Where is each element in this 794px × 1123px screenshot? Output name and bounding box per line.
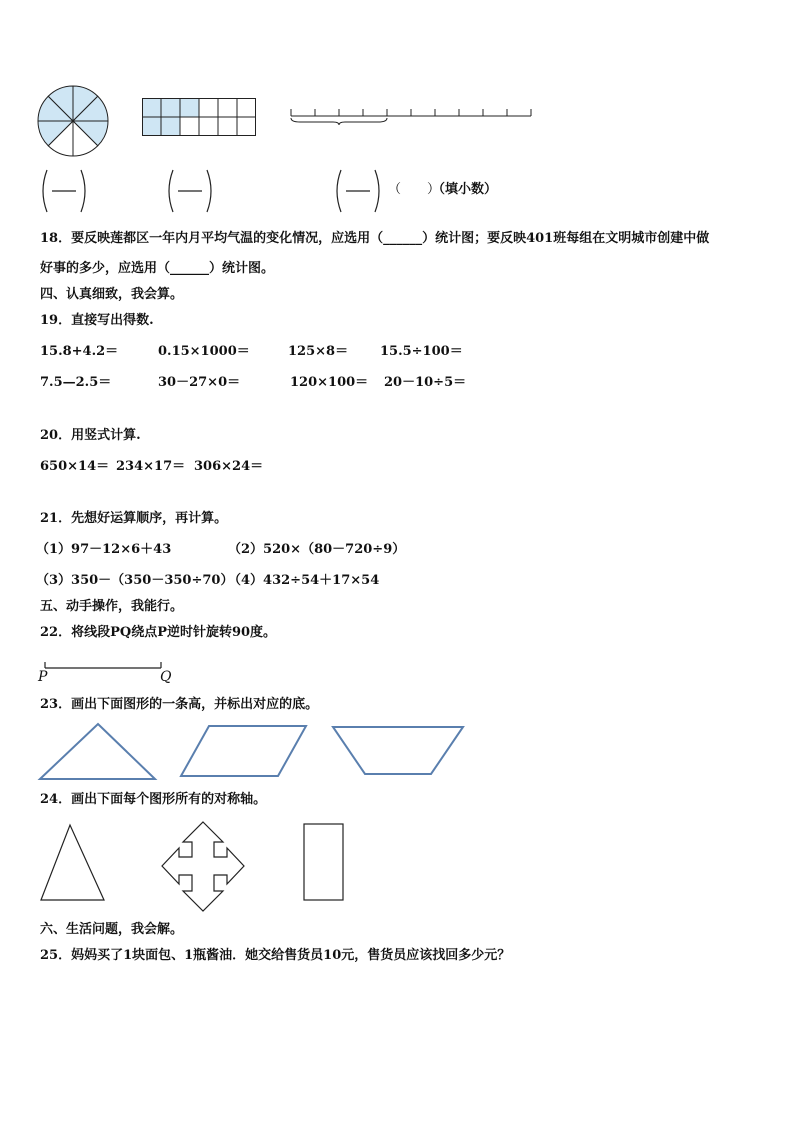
q21-item: （1）97－12×6＋43 xyxy=(36,542,172,557)
q19-item: 7.5—2.5＝ xyxy=(40,375,112,390)
shapes-q24 xyxy=(38,820,348,916)
q20-item: 306×24＝ xyxy=(194,459,264,474)
triangle-shape xyxy=(40,724,155,779)
q19-item: 15.5÷100＝ xyxy=(380,344,463,359)
q21-item: （4）432÷54＋17×54 xyxy=(228,573,380,588)
rectangle-shape xyxy=(304,824,343,900)
q22-title: 22．将线段PQ绕点P逆时针旋转90度。 xyxy=(40,625,277,640)
q19-item: 120×100＝ xyxy=(290,375,369,390)
q19-item: 20－10÷5＝ xyxy=(384,375,467,390)
parallelogram-shape xyxy=(181,726,306,776)
section-5-heading: 五、动手操作，我能行。 xyxy=(40,599,184,614)
q19-item: 125×8＝ xyxy=(288,344,349,359)
q21-item: （3）350－（350－350÷70） xyxy=(36,573,234,588)
q24-title: 24．画出下面每个图形所有的对称轴。 xyxy=(40,792,267,807)
q19-item: 15.8+4.2＝ xyxy=(40,344,119,359)
number-line-figure xyxy=(290,106,534,126)
point-p-label: P xyxy=(38,669,48,685)
q19-title: 19．直接写出得数. xyxy=(40,313,154,328)
section-6-heading: 六、生活问题，我会解。 xyxy=(40,922,184,937)
four-arrow-shape xyxy=(162,822,244,911)
decimal-blank[interactable]: （ ） xyxy=(388,182,441,197)
fraction-blank-1[interactable] xyxy=(38,168,90,214)
fraction-blank-3[interactable] xyxy=(332,168,384,214)
q21-item: （2）520×（80－720÷9） xyxy=(228,542,406,557)
point-q-label: Q xyxy=(160,669,172,685)
q19-item: 30－27×0＝ xyxy=(158,375,241,390)
decimal-label: （填小数） xyxy=(432,182,498,197)
triangle-shape xyxy=(41,825,104,900)
shapes-q23 xyxy=(38,722,468,782)
q19-item: 0.15×1000＝ xyxy=(158,344,250,359)
grid-fraction-figure xyxy=(142,98,256,136)
q20-item: 650×14＝ xyxy=(40,459,110,474)
q23-title: 23．画出下面图形的一条高，并标出对应的底。 xyxy=(40,697,319,712)
trapezoid-shape xyxy=(333,727,463,774)
q18-line1: 18．要反映莲都区一年内月平均气温的变化情况，应选用（______）统计图；要反映401班每组在文明城市创建中做 xyxy=(40,231,710,246)
q18-line2: 好事的多少，应选用（______）统计图。 xyxy=(40,261,275,276)
fraction-blank-2[interactable] xyxy=(164,168,216,214)
q25-title: 25．妈妈买了1块面包、1瓶酱油．她交给售货员10元，售货员应该找回多少元？ xyxy=(40,948,511,963)
q20-title: 20．用竖式计算. xyxy=(40,428,141,443)
section-4-heading: 四、认真细致，我会算。 xyxy=(40,287,184,302)
q21-title: 21．先想好运算顺序，再计算。 xyxy=(40,511,228,526)
segment-pq xyxy=(44,662,164,672)
q20-item: 234×17＝ xyxy=(116,459,186,474)
circle-fraction-figure xyxy=(36,84,110,158)
